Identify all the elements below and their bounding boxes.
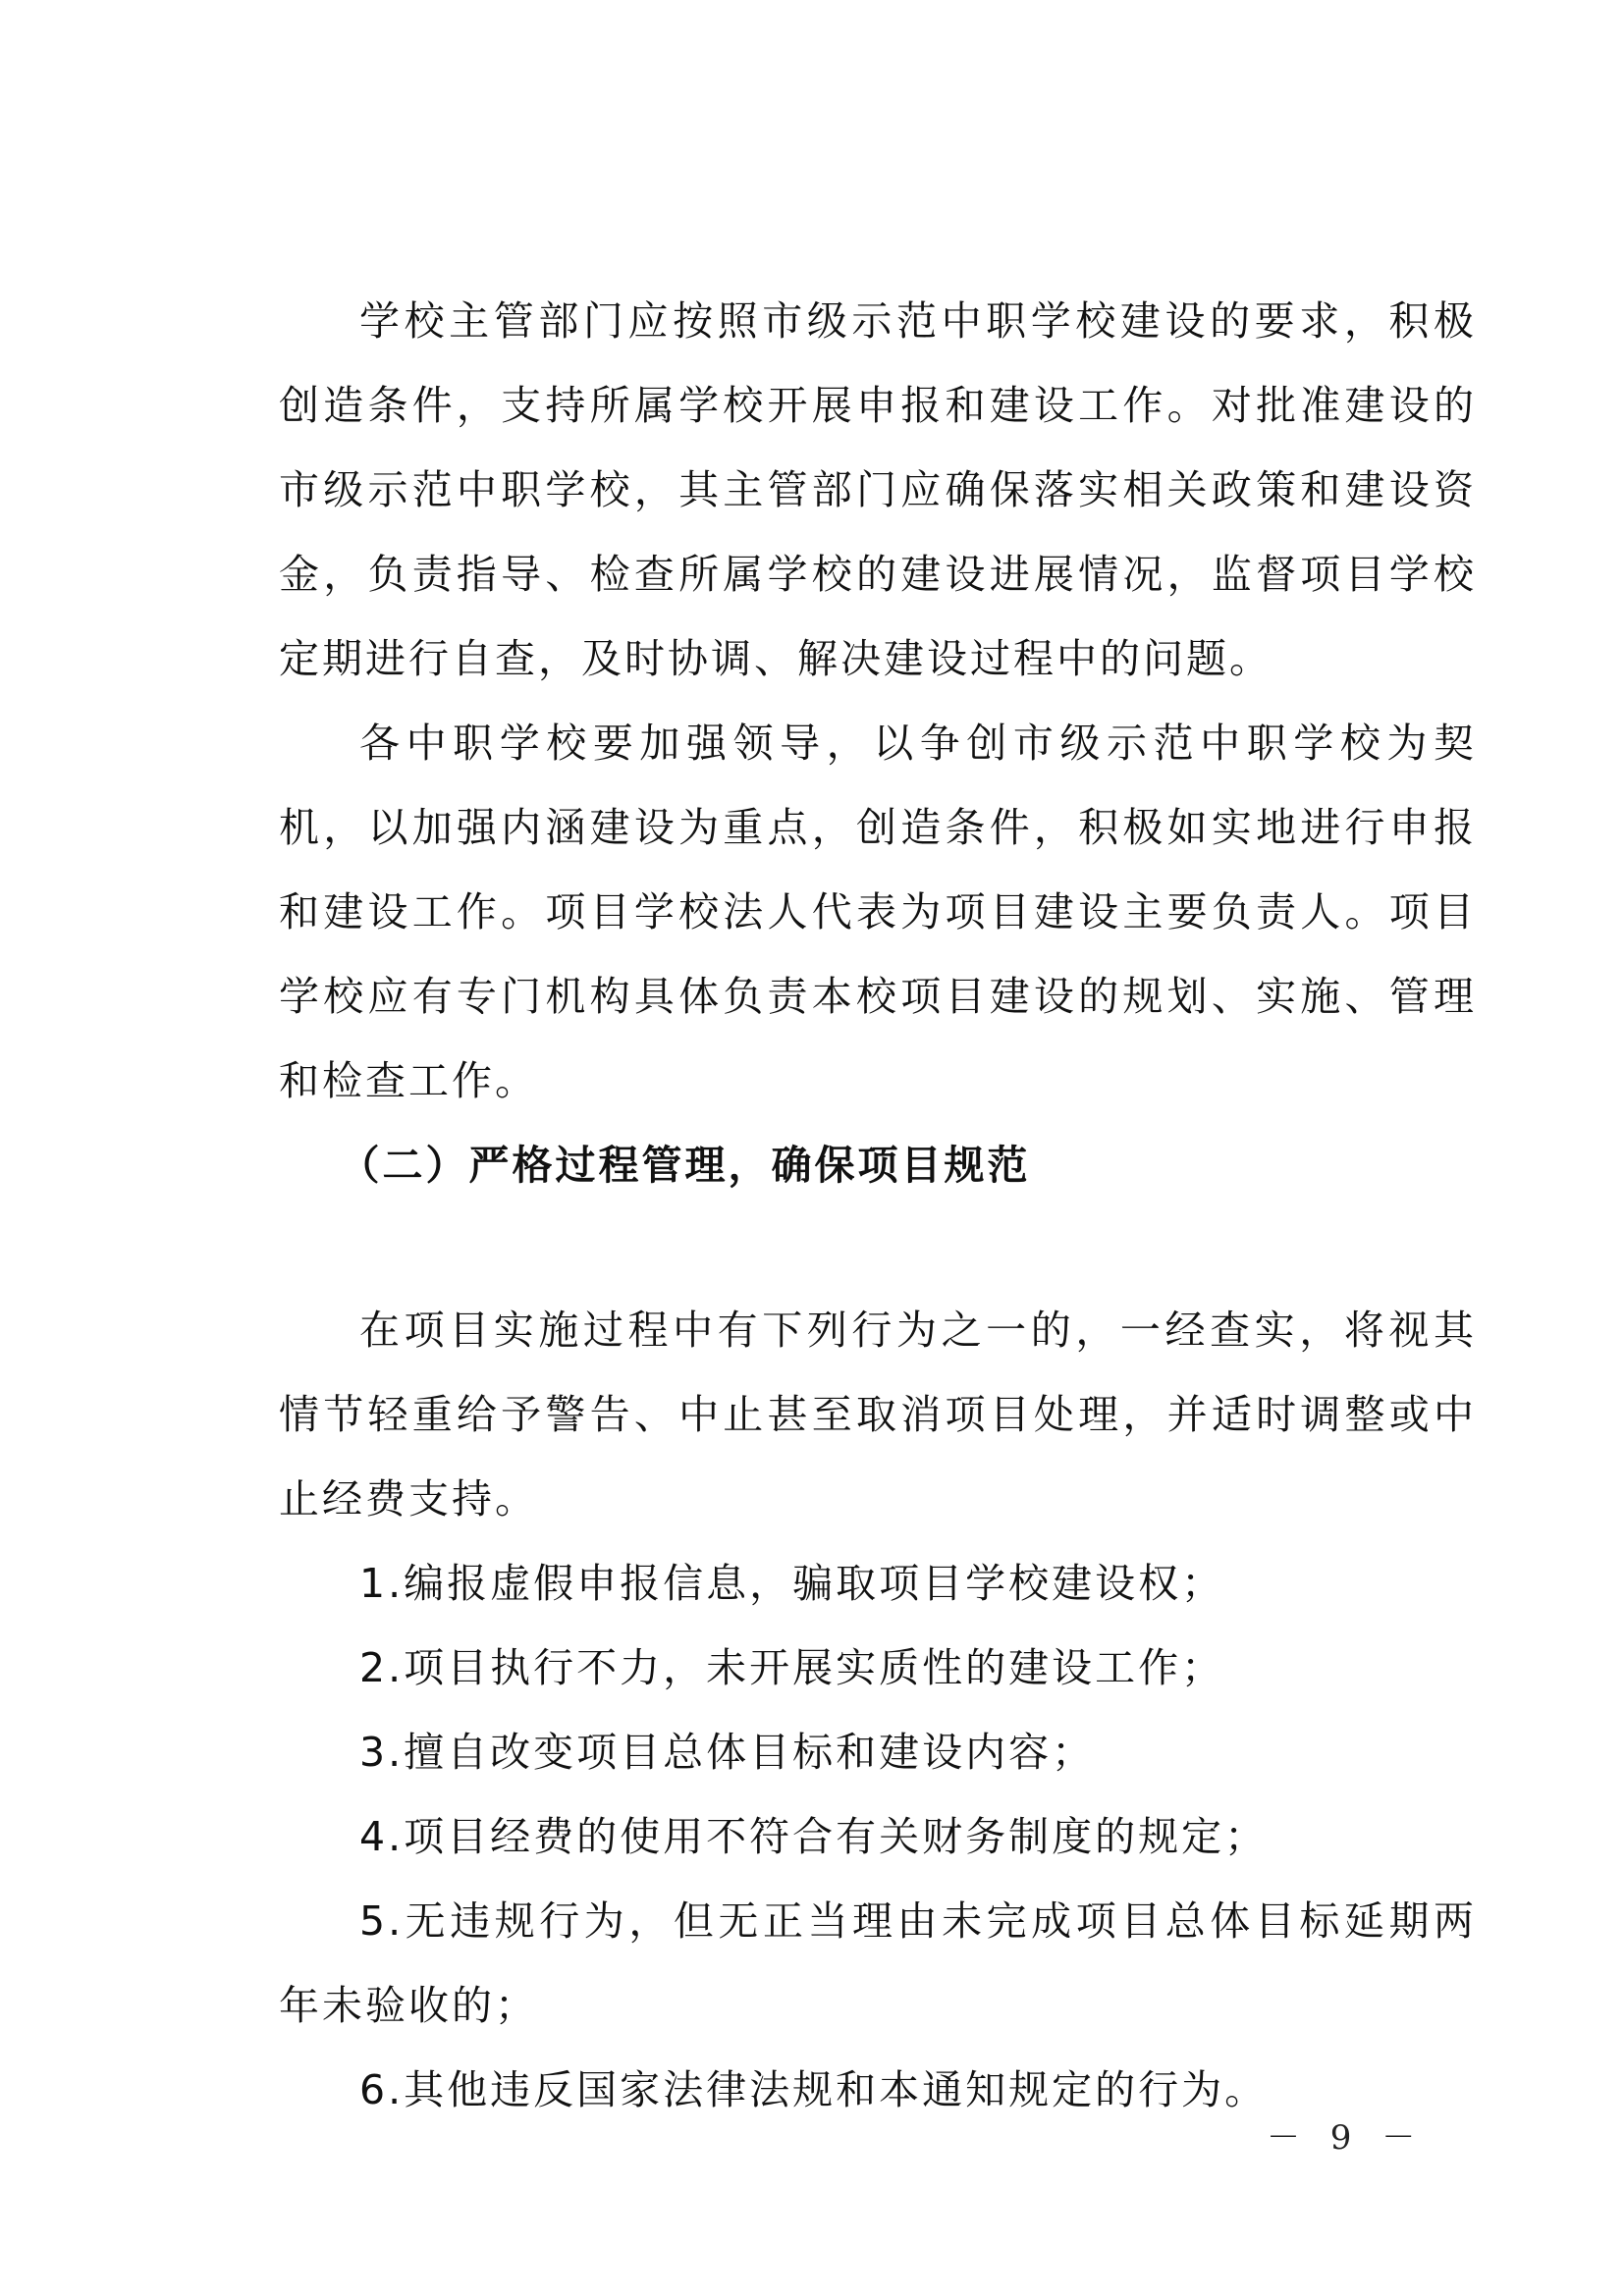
paragraph-school-duties: 各中职学校要加强领导，以争创市级示范中职学校为契机，以加强内涵建设为重点，创造条件，积极如实地进行申报和建设工作。项目学校法人代表为项目建设主要负责人。项目学校应有专门机构具体负责本校项目建设的规划、实施、管理和检查工作。 (279, 720, 1477, 1104)
list-item: 6.其他违反国家法律法规和本通知规定的行为。 (359, 2066, 1269, 2113)
paragraph-supervisor-duties: 学校主管部门应按照市级示范中职学校建设的要求，积极创造条件，支持所属学校开展申报和建设工作。对批准建设的市级示范中职学校，其主管部门应确保落实相关政策和建设资金，负责指导、检查所属学校的建设进展情况，监督项目学校定期进行自查，及时协调、解决建设过程中的问题。 (279, 297, 1477, 682)
page-number: － 9 － (1267, 2118, 1426, 2158)
heading-spacer (279, 1207, 1477, 1288)
list-item: 3.擅自改变项目总体目标和建设内容； (359, 1729, 1096, 1776)
list-item: 4.项目经费的使用不符合有关财务制度的规定； (359, 1813, 1269, 1860)
list-item: 2.项目执行不力，未开展实质性的建设工作； (359, 1644, 1225, 1691)
section-heading: （二）严格过程管理，确保项目规范 (339, 1142, 1031, 1189)
list-item: 1.编报虚假申报信息，骗取项目学校建设权； (359, 1560, 1225, 1607)
list-item: 5.无违规行为，但无正当理由未完成项目总体目标延期两年未验收的； (279, 1897, 1477, 2029)
document-body (279, 279, 1477, 2132)
paragraph-violation-intro: 在项目实施过程中有下列行为之一的，一经查实，将视其情节轻重给予警告、中止甚至取消项目处理，并适时调整或中止经费支持。 (279, 1307, 1477, 1522)
